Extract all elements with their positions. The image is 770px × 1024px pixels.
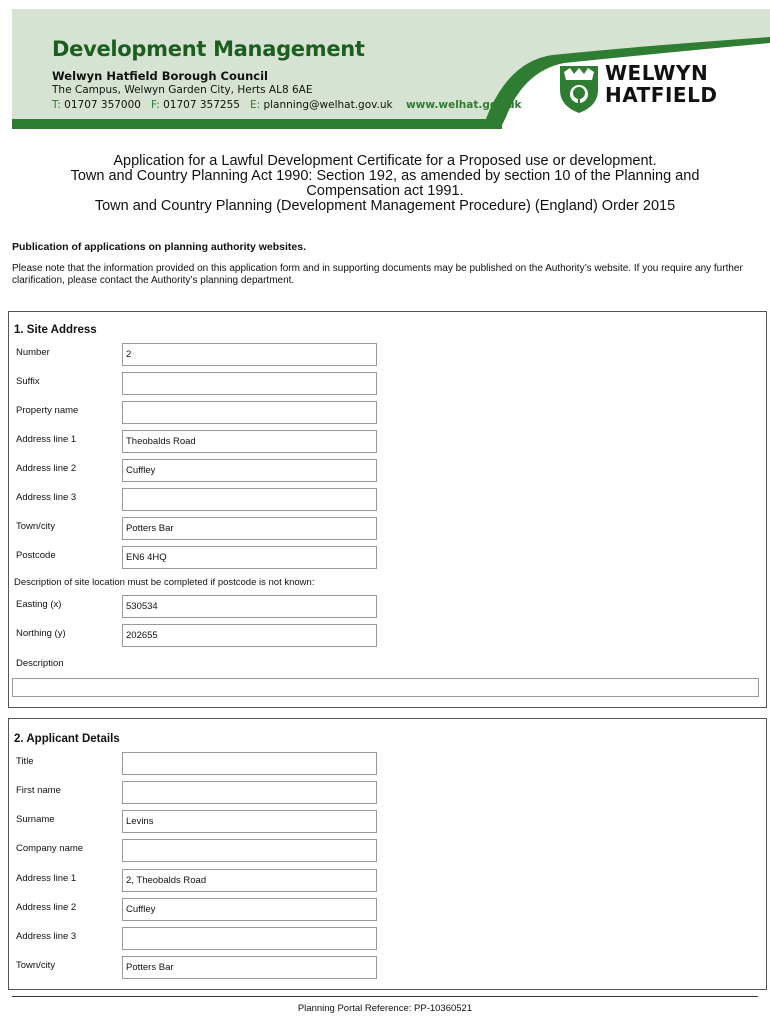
field-label: Surname — [16, 814, 55, 825]
site-suffix-input[interactable] — [122, 372, 377, 395]
field-label: Title — [16, 756, 34, 767]
applicant-address-line2-input[interactable]: Cuffley — [122, 898, 377, 921]
site-number-input[interactable]: 2 — [122, 343, 377, 366]
site-address-line1-input[interactable]: Theobalds Road — [122, 430, 377, 453]
title-line-2: Town and Country Planning Act 1990: Section 192, as amended by section 10 of the Planning and — [70, 168, 700, 184]
applicant-first-name-input[interactable] — [122, 781, 377, 804]
field-label: Town/city — [16, 521, 56, 532]
field-label: Address line 2 — [16, 463, 77, 474]
site-postcode-input[interactable]: EN6 4HQ — [122, 546, 377, 569]
footer-divider — [12, 996, 758, 997]
applicant-company-input[interactable] — [122, 839, 377, 862]
email-label: E: — [249, 99, 261, 111]
site-address-line2-input[interactable]: Cuffley — [122, 459, 377, 482]
site-town-input[interactable]: Potters Bar — [122, 517, 377, 540]
contact-line — [52, 99, 522, 111]
footer-reference: Planning Portal Reference: PP-10360521 — [297, 1003, 473, 1014]
section-title: 2. Applicant Details — [14, 733, 120, 745]
easting-input[interactable]: 530534 — [122, 595, 377, 618]
northing-input[interactable]: 202655 — [122, 624, 377, 647]
banner-title: Development Management — [52, 37, 365, 61]
field-label: Easting (x) — [16, 599, 62, 610]
applicant-details-section — [8, 718, 767, 990]
field-label: Address line 1 — [16, 434, 77, 445]
field-label: Description — [16, 658, 64, 669]
council-address: The Campus, Welwyn Garden City, Herts AL8 6AE — [52, 84, 313, 96]
email-link[interactable]: planning@welhat.gov.uk — [263, 99, 393, 111]
publication-heading: Publication of applications on planning authority websites. — [12, 241, 307, 253]
field-label: Address line 3 — [16, 492, 77, 503]
tel-label: T: — [52, 99, 61, 111]
section-title: 1. Site Address — [14, 324, 97, 336]
tel-number: 01707 357000 — [64, 99, 141, 111]
field-label: Town/city — [16, 960, 56, 971]
council-logo-text — [605, 62, 717, 106]
field-label: Suffix — [16, 376, 40, 387]
title-line-4: Town and Country Planning (Development Management Procedure) (England) Order 2015 — [94, 198, 676, 214]
field-label: First name — [16, 785, 61, 796]
field-label: Northing (y) — [16, 628, 66, 639]
applicant-town-input[interactable]: Potters Bar — [122, 956, 377, 979]
applicant-title-input[interactable] — [122, 752, 377, 775]
field-label: Property name — [16, 405, 79, 416]
title-line-3: Compensation act 1991. — [306, 183, 464, 199]
publication-note: Please note that the information provided on this application form and in supporting documents may be published on the Authority’s website. If you require any further clarification, please contact the Authority’s planning department. — [12, 263, 743, 286]
council-name: Welwyn Hatfield Borough Council — [52, 69, 268, 83]
council-crest-icon — [558, 62, 600, 114]
website-link[interactable]: www.welhat.gov.uk — [405, 99, 522, 111]
fax-label: F: — [151, 99, 160, 111]
field-label: Number — [16, 347, 50, 358]
applicant-address-line3-input[interactable] — [122, 927, 377, 950]
applicant-address-line1-input[interactable]: 2, Theobalds Road — [122, 869, 377, 892]
field-label: Company name — [16, 843, 84, 854]
site-address-section — [8, 311, 767, 708]
site-description-input[interactable] — [12, 678, 759, 697]
logo-line-1: WELWYN — [605, 61, 709, 85]
field-label: Address line 2 — [16, 902, 77, 913]
form-title — [20, 154, 750, 214]
site-address-line3-input[interactable] — [122, 488, 377, 511]
location-note: Description of site location must be completed if postcode is not known: — [14, 577, 315, 588]
applicant-surname-input[interactable]: Levins — [122, 810, 377, 833]
fax-number: 01707 357255 — [163, 99, 240, 111]
field-label: Postcode — [16, 550, 56, 561]
field-label: Address line 1 — [16, 873, 77, 884]
title-line-1: Application for a Lawful Development Certificate for a Proposed use or development. — [113, 153, 657, 169]
logo-line-2: HATFIELD — [605, 83, 718, 107]
field-label: Address line 3 — [16, 931, 77, 942]
site-property-name-input[interactable] — [122, 401, 377, 424]
